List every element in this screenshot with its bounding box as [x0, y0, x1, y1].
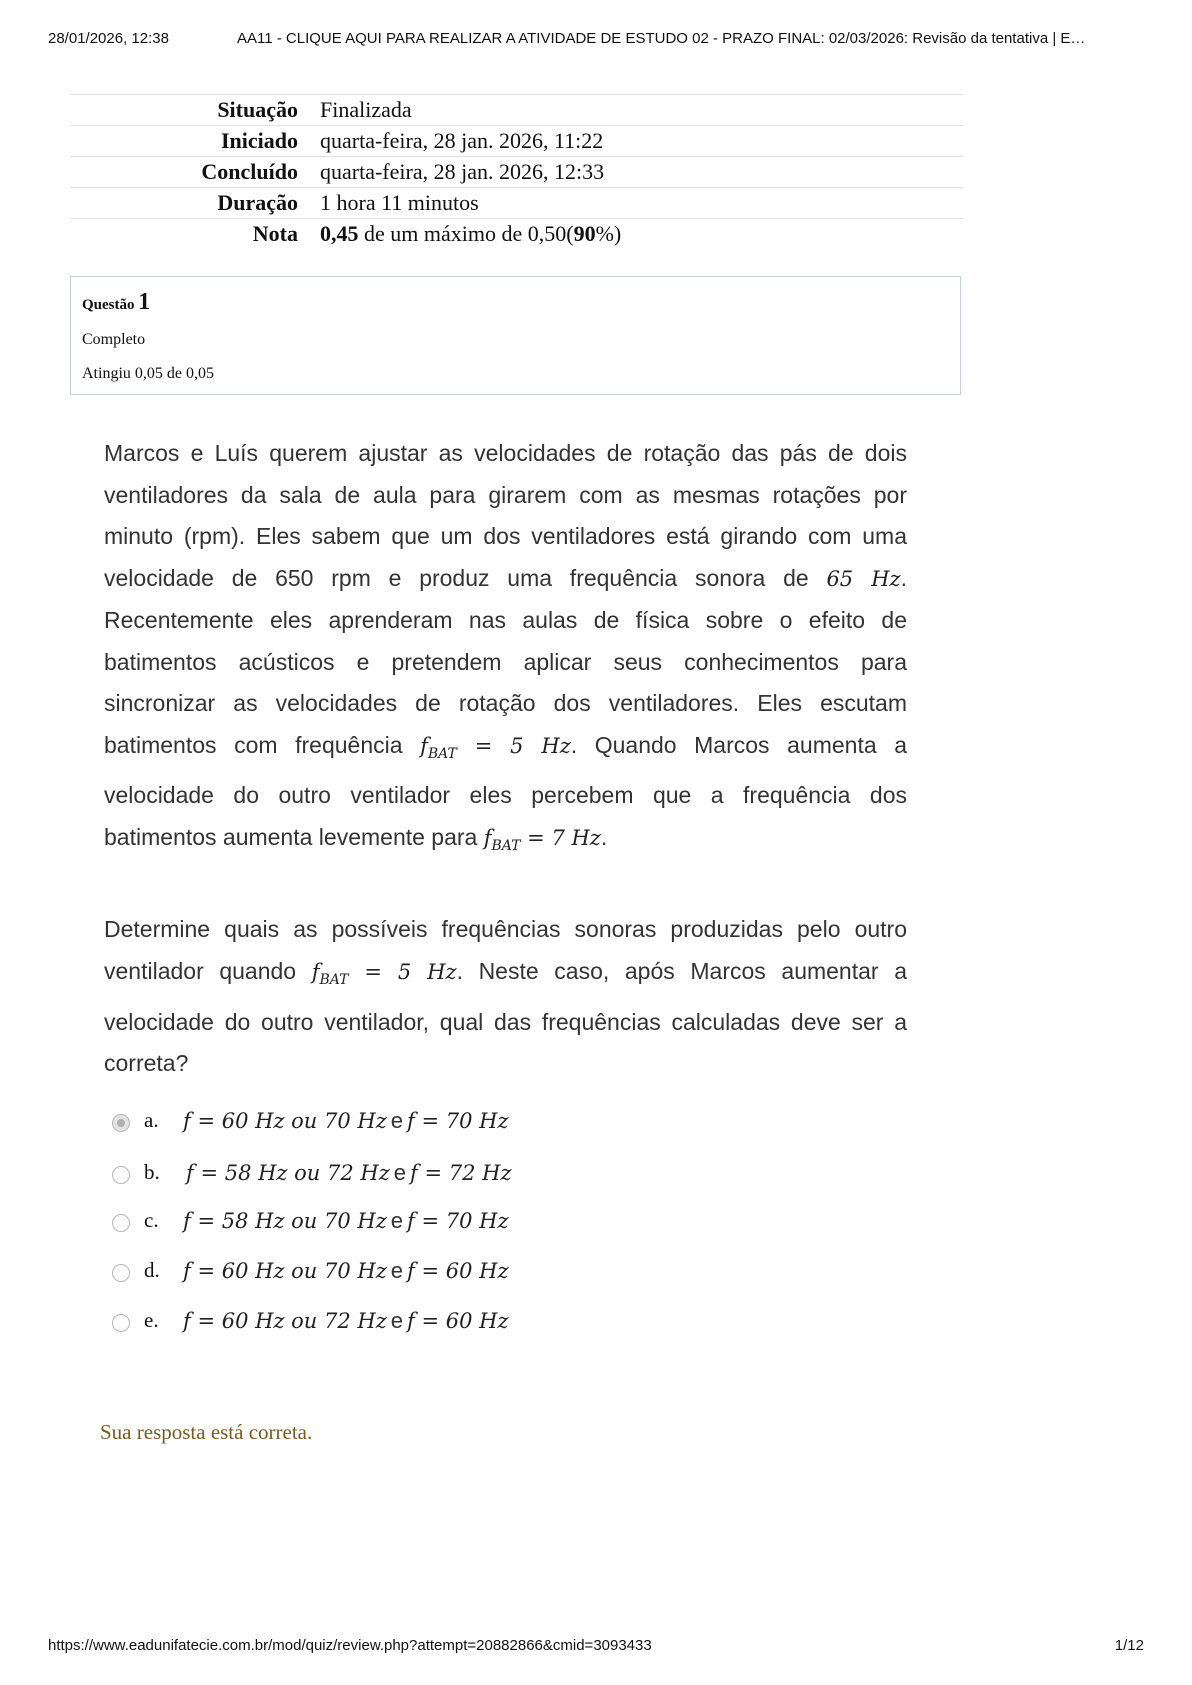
text-segment: Marcos e Luís querem ajustar as velocidades de rotação das pás de dois ventiladores da sala de aula para girarem com as mesmas rotações por minuto (rpm). Eles sabem que um dos ventiladores está girando com uma velocidade de 650 rpm e produz uma frequência sonora de — [104, 440, 907, 591]
math-expression — [420, 733, 571, 762]
math-subscript: BAT — [427, 745, 457, 762]
attempt-summary-table — [70, 94, 963, 249]
radio-button[interactable] — [112, 1214, 130, 1232]
option-letter: c. — [144, 1208, 159, 1232]
summary-row-situacao — [70, 95, 963, 126]
grade-middle: de um máximo de 0,50( — [358, 221, 574, 246]
print-timestamp: 28/01/2026, 12:38 — [48, 30, 169, 47]
math-expression: 65 Hz — [826, 566, 901, 591]
text-segment: . — [600, 823, 608, 850]
question-state: Completo — [82, 331, 146, 348]
answer-option-d[interactable] — [110, 1254, 810, 1294]
summary-label: Situação — [70, 95, 320, 126]
text-segment: . Neste caso, após Marcos aumentar a velocidade do outro ventilador, qual das frequências calculadas deve ser a correta? — [104, 957, 907, 1077]
summary-label: Nota — [70, 219, 320, 250]
math-symbol: f — [483, 825, 492, 850]
summary-grade-value — [320, 219, 963, 250]
option-expression — [183, 1308, 509, 1334]
grade-score: 0,45 — [320, 221, 359, 246]
math-part: f = 60 Hz ou 70 Hz — [183, 1109, 387, 1133]
question-grade: Atingiu 0,05 de 0,05 — [82, 365, 214, 382]
summary-label: Concluído — [70, 157, 320, 188]
question-number-value: 1 — [138, 289, 151, 315]
math-symbol: f — [311, 959, 320, 984]
math-rest: = 5 Hz — [456, 733, 571, 758]
math-rest: = 7 Hz — [520, 825, 601, 850]
print-header — [48, 30, 1148, 54]
grade-percent: 90 — [573, 221, 596, 246]
math-expression — [483, 825, 601, 854]
option-letter: e. — [144, 1308, 159, 1332]
math-expression — [311, 959, 457, 989]
option-expression — [183, 1208, 509, 1234]
math-part: f = 60 Hz — [407, 1309, 509, 1333]
summary-label: Duração — [70, 188, 320, 219]
math-part: f = 70 Hz — [407, 1209, 509, 1233]
text-segment: . Recentemente eles aprenderam nas aulas de física sobre o efeito de batimentos acústicos e pretendem aplicar seus conhecimentos para sincronizar as velocidades de rotação dos ventiladores. Eles escutam batimentos com frequência — [104, 564, 907, 758]
math-subscript: BAT — [491, 837, 521, 854]
radio-button-checked[interactable] — [112, 1114, 130, 1132]
math-part: f = 58 Hz ou 72 Hz — [186, 1161, 390, 1185]
math-part: f = 60 Hz ou 70 Hz — [183, 1259, 387, 1283]
option-letter: d. — [144, 1258, 160, 1282]
conjunction: e — [390, 1258, 404, 1283]
answer-feedback: Sua resposta está correta. — [100, 1420, 313, 1444]
math-part: f = 60 Hz ou 72 Hz — [183, 1309, 387, 1333]
summary-row-nota — [70, 219, 963, 250]
option-letter: b. — [144, 1160, 160, 1184]
question-info-box — [70, 276, 961, 395]
summary-row-concluido — [70, 157, 963, 188]
conjunction: e — [390, 1108, 404, 1133]
option-letter: a. — [144, 1108, 159, 1132]
option-expression — [183, 1108, 509, 1134]
radio-button[interactable] — [112, 1166, 130, 1184]
summary-value: quarta-feira, 28 jan. 2026, 11:22 — [320, 126, 963, 157]
option-expression — [183, 1258, 509, 1284]
summary-label: Iniciado — [70, 126, 320, 157]
answer-option-a[interactable] — [110, 1104, 810, 1144]
option-expression — [186, 1160, 512, 1186]
answer-option-c[interactable] — [110, 1204, 810, 1244]
conjunction: e — [390, 1208, 404, 1233]
question-paragraph-2 — [104, 909, 907, 1084]
math-rest: = 5 Hz — [348, 959, 457, 984]
conjunction: e — [390, 1308, 404, 1333]
text-segment: Determine quais as possíveis frequências sonoras produzidas pelo outro ventilador quando — [104, 916, 907, 984]
conjunction: e — [393, 1160, 407, 1185]
math-part: f = 58 Hz ou 70 Hz — [183, 1209, 387, 1233]
text-segment: . Quando Marcos aumenta a velocidade do outro ventilador eles percebem que a frequência dos batimentos aumenta levemente para — [104, 731, 907, 850]
math-part: f = 70 Hz — [407, 1109, 509, 1133]
question-paragraph-1 — [104, 433, 907, 867]
answer-option-e[interactable] — [110, 1304, 810, 1344]
print-url: https://www.eadunifatecie.com.br/mod/quiz/review.php?attempt=20882866&cmid=3093433 — [48, 1637, 652, 1654]
answer-option-b[interactable] — [110, 1156, 810, 1196]
math-part: f = 60 Hz — [407, 1259, 509, 1283]
summary-value: Finalizada — [320, 95, 963, 126]
summary-value: quarta-feira, 28 jan. 2026, 12:33 — [320, 157, 963, 188]
print-page-number: 1/12 — [1114, 1637, 1144, 1654]
math-part: f = 72 Hz — [410, 1161, 512, 1185]
math-subscript: BAT — [319, 972, 349, 989]
math-symbol: f — [420, 733, 428, 758]
question-text — [104, 433, 907, 1127]
summary-row-iniciado — [70, 126, 963, 157]
question-number — [82, 289, 150, 316]
radio-button[interactable] — [112, 1264, 130, 1282]
question-label: Questão — [82, 297, 135, 313]
print-document-title: AA11 - CLIQUE AQUI PARA REALIZAR A ATIVIDADE DE ESTUDO 02 - PRAZO FINAL: 02/03/2026: Revisão da tentativa | E… — [237, 30, 1086, 47]
print-footer — [48, 1637, 1144, 1659]
grade-suffix: %) — [595, 221, 622, 246]
summary-value: 1 hora 11 minutos — [320, 188, 963, 219]
radio-button[interactable] — [112, 1314, 130, 1332]
summary-row-duracao — [70, 188, 963, 219]
